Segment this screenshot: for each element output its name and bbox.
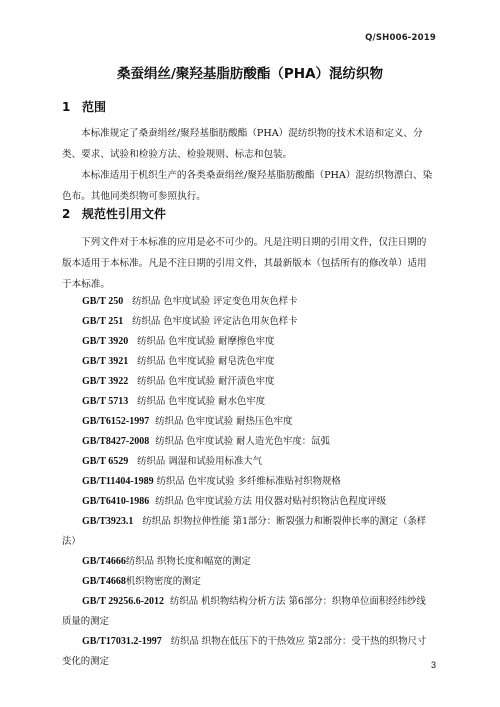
section-title: 规范性引用文件 bbox=[82, 207, 167, 221]
scope-paragraph-1: 本标准规定了桑蚕绢丝/聚羟基脂肪酸酯（PHA）混纺织物的技术术语和定义、分类、要求、试验和检验方法、检验规则、标志和包装。 bbox=[62, 128, 423, 160]
reference-item: GB/T 3920 纺织品 色牢度试验 耐摩擦色牢度 bbox=[82, 336, 275, 347]
section-number: 1 bbox=[62, 100, 71, 114]
reference-item: GB/T 29256.6-2012 纺织品 机织物结构分析方法 第6部分：织物单位面积经纬纱线质量的测定 bbox=[62, 596, 426, 627]
references-intro-paragraph: 下列文件对于本标准的应用是必不可少的。凡是注明日期的引用文件，仅注日期的版本适用于本标准。凡是不注日期的引用文件，其最新版本（包括所有的修改单）适用于本标准。 bbox=[62, 237, 427, 290]
section-title: 范围 bbox=[82, 100, 107, 114]
section-heading-normative-references bbox=[62, 205, 166, 222]
reference-item: GB/T 251 纺织品 色牢度试验 评定沾色用灰色样卡 bbox=[82, 316, 298, 327]
reference-item: GB/T17031.2-1997 纺织品 织物在低压下的干热效应 第2部分：受干热的织物尺寸变化的测定 bbox=[62, 636, 427, 667]
reference-item: GB/T6152-1997 纺织品 色牢度试验 耐热压色牢度 bbox=[82, 416, 293, 427]
reference-item: GB/T6410-1986 纺织品 色牢度试验方法 用仪器对贴衬织物沾色程度评级 bbox=[82, 496, 387, 507]
reference-item: GB/T 5713 纺织品 色牢度试验 耐水色牢度 bbox=[82, 396, 266, 407]
section-number: 2 bbox=[62, 207, 71, 221]
reference-item: GB/T3923.1 纺织品 织物拉伸性能 第1部分：断裂强力和断裂伸长率的测定（条样法） bbox=[62, 516, 427, 547]
reference-item: GB/T4666纺织品 织物长度和幅宽的测定 bbox=[82, 556, 251, 567]
reference-item: GB/T 250 纺织品 色牢度试验 评定变色用灰色样卡 bbox=[82, 296, 298, 307]
reference-item: GB/T4668机织物密度的测定 bbox=[82, 576, 201, 587]
reference-item: GB/T8427-2008 纺织品 色牢度试验 耐人造光色牢度：氙弧 bbox=[82, 436, 330, 447]
scope-paragraph-2: 本标准适用于机织生产的各类桑蚕绢丝/聚羟基脂肪酸酯（PHA）混纺织物漂白、染色布。其他同类织物可参照执行。 bbox=[62, 170, 433, 202]
document-title: 桑蚕绢丝/聚羟基脂肪酸酯（PHA）混纺织物 bbox=[116, 66, 384, 82]
document-code: Q/SH006-2019 bbox=[365, 33, 436, 43]
reference-item: GB/T 3922 纺织品 色牢度试验 耐汗渍色牢度 bbox=[82, 376, 275, 387]
page-number: 3 bbox=[430, 660, 436, 670]
reference-item: GB/T11404-1989 纺织品 色牢度试验 多纤维标准贴衬织物规格 bbox=[82, 476, 341, 487]
reference-item: GB/T 3921 纺织品 色牢度试验 耐皂洗色牢度 bbox=[82, 356, 275, 367]
section-heading-scope bbox=[62, 98, 106, 115]
reference-item: GB/T 6529 纺织品 调湿和试验用标准大气 bbox=[82, 456, 263, 467]
